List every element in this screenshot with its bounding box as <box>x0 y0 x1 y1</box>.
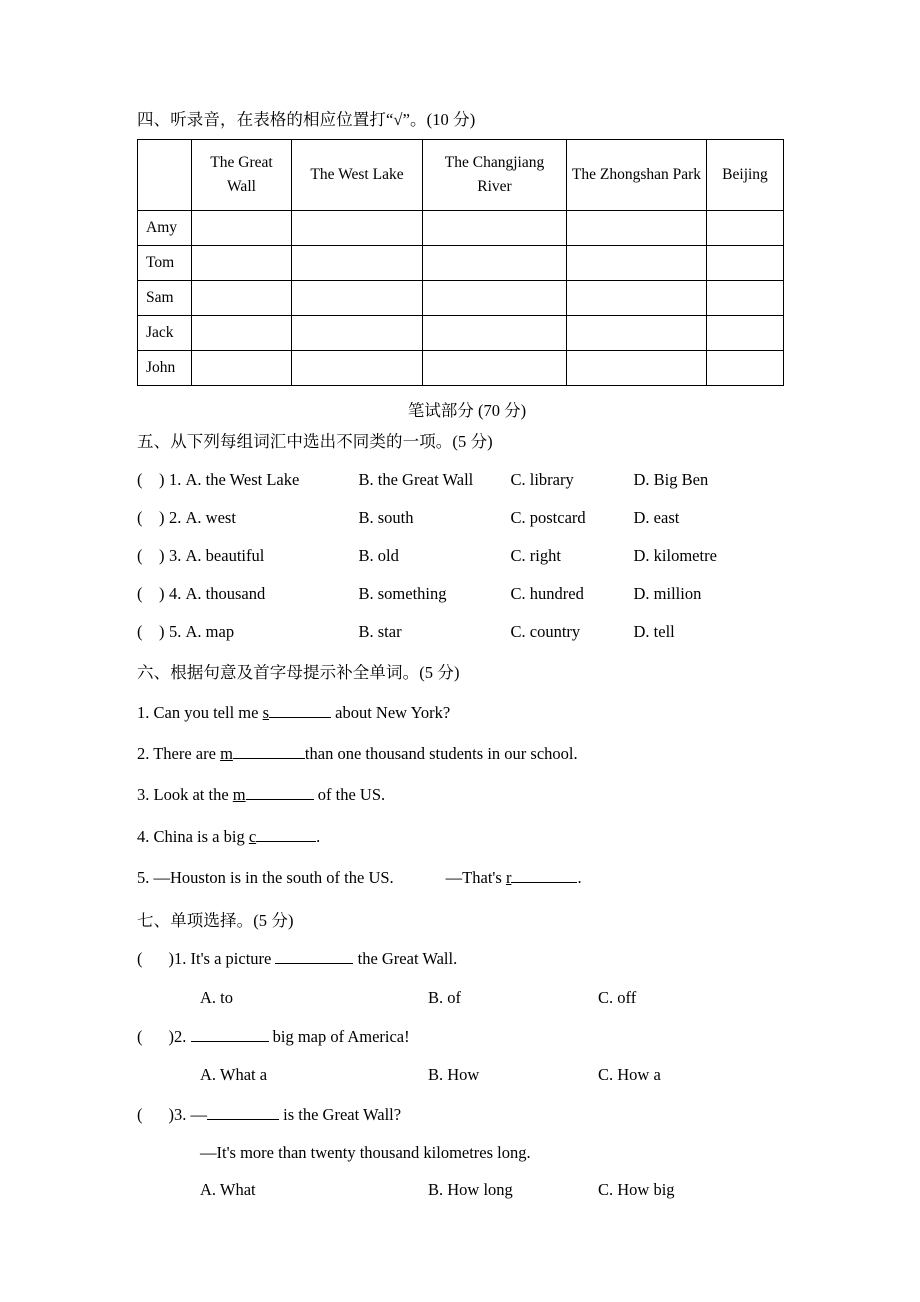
fill-blank-row <box>137 816 797 857</box>
question-row <box>137 939 797 978</box>
option-c[interactable]: C. library <box>510 469 574 489</box>
table-row-label: Amy <box>138 210 192 245</box>
table-row <box>138 350 784 385</box>
sentence-before: Can you tell me <box>153 702 263 722</box>
table-answer-cell[interactable] <box>292 210 423 245</box>
table-answer-cell[interactable] <box>707 245 784 280</box>
table-answer-cell[interactable] <box>292 280 423 315</box>
options-row <box>137 979 797 1017</box>
word-starter: r <box>505 868 512 888</box>
option-c[interactable]: C. off <box>598 987 637 1007</box>
question-number: 5. <box>137 868 150 888</box>
table-answer-cell[interactable] <box>192 245 292 280</box>
option-b[interactable]: B. How <box>428 1065 480 1085</box>
option-c[interactable]: C. How a <box>598 1065 661 1085</box>
option-c[interactable]: C. How big <box>598 1179 675 1199</box>
table-answer-cell[interactable] <box>567 280 707 315</box>
table-answer-cell[interactable] <box>567 315 707 350</box>
question-number: 1. <box>137 702 150 722</box>
question-number: 2. <box>137 743 150 763</box>
stem-after: is the Great Wall? <box>279 1104 402 1124</box>
table-row <box>138 280 784 315</box>
option-c[interactable]: C. postcard <box>510 507 586 527</box>
question-row <box>137 499 797 537</box>
question-number: 4. <box>137 826 150 846</box>
option-c[interactable]: C. right <box>510 545 561 565</box>
sentence-after: than one thousand students in our school. <box>304 743 578 763</box>
fill-blank-row <box>137 692 797 733</box>
question-number: 4. <box>169 583 182 603</box>
table-row-label: Sam <box>138 280 192 315</box>
table-answer-cell[interactable] <box>292 315 423 350</box>
table-column-header: Beijing <box>707 139 784 210</box>
sentence-before: There are <box>153 743 221 763</box>
option-c[interactable]: C. country <box>510 621 581 641</box>
option-a[interactable]: A. What a <box>200 1065 268 1085</box>
sentence-reply-lead: —That's <box>445 868 506 888</box>
table-corner-cell <box>138 139 192 210</box>
answer-blank[interactable] <box>233 758 305 759</box>
word-starter: c <box>248 826 257 846</box>
table-answer-cell[interactable] <box>423 315 567 350</box>
table-answer-cell[interactable] <box>707 280 784 315</box>
options-row <box>137 1056 797 1094</box>
answer-bracket[interactable]: ( ) <box>137 583 165 603</box>
table-answer-cell[interactable] <box>707 350 784 385</box>
option-a[interactable]: A. What <box>200 1179 256 1199</box>
question-row <box>137 613 797 651</box>
option-b[interactable]: B. How long <box>428 1179 513 1199</box>
sentence-after: . <box>577 868 582 888</box>
question-row <box>137 537 797 575</box>
question-number: 5. <box>169 621 182 641</box>
word-starter: s <box>262 702 269 722</box>
option-b[interactable]: B. south <box>358 507 414 527</box>
answer-bracket[interactable]: ( ) <box>137 1104 174 1124</box>
option-d[interactable]: D. Big Ben <box>633 469 709 489</box>
fill-blank-row <box>137 733 797 774</box>
answer-bracket[interactable]: ( ) <box>137 621 165 641</box>
table-column-header: The Zhongshan Park <box>567 139 707 210</box>
section-seven-heading: 七、单项选择。(5 分) <box>137 910 294 930</box>
table-answer-cell[interactable] <box>192 315 292 350</box>
option-b[interactable]: B. of <box>428 987 461 1007</box>
table-row <box>138 210 784 245</box>
answer-blank[interactable] <box>246 799 314 800</box>
table-answer-cell[interactable] <box>423 280 567 315</box>
question-number: 1. <box>174 949 187 969</box>
word-starter: m <box>220 743 233 763</box>
stem-before: It's a picture <box>190 949 276 969</box>
table-header-row <box>138 139 784 210</box>
question-continuation: —It's more than twenty thousand kilometres long. <box>200 1143 531 1163</box>
table-answer-cell[interactable] <box>707 210 784 245</box>
question-number: 3. <box>137 785 150 805</box>
table-row-label: John <box>138 350 192 385</box>
answer-bracket[interactable]: ( ) <box>137 469 165 489</box>
option-b[interactable]: B. something <box>358 583 447 603</box>
table-answer-cell[interactable] <box>567 350 707 385</box>
table-answer-cell[interactable] <box>423 245 567 280</box>
table-row-label: Jack <box>138 315 192 350</box>
sentence-after: about New York? <box>331 702 451 722</box>
table-answer-cell[interactable] <box>192 280 292 315</box>
question-number: 2. <box>174 1027 187 1047</box>
option-a[interactable]: A. beautiful <box>185 545 265 565</box>
option-a[interactable]: A. the West Lake <box>185 469 300 489</box>
table-answer-cell[interactable] <box>292 350 423 385</box>
question-number: 1. <box>169 469 182 489</box>
fill-blank-row <box>137 857 797 898</box>
answer-bracket[interactable]: ( ) <box>137 1027 174 1047</box>
question-row <box>137 1095 797 1134</box>
question-row <box>137 1017 797 1056</box>
question-number: 3. <box>174 1104 187 1124</box>
option-a[interactable]: A. map <box>185 621 235 641</box>
page-content <box>137 108 797 1209</box>
table-answer-cell[interactable] <box>567 210 707 245</box>
table-row <box>138 245 784 280</box>
section-four-heading: 四、听录音，在表格的相应位置打“√”。(10 分) <box>137 110 476 129</box>
table-column-header: The West Lake <box>292 139 423 210</box>
stem-after: the Great Wall. <box>353 949 458 969</box>
table-row <box>138 315 784 350</box>
sentence-before: China is a big <box>153 826 249 846</box>
question-row <box>137 575 797 613</box>
stem-before: — <box>190 1104 207 1124</box>
options-row <box>137 1171 797 1209</box>
question-row <box>137 461 797 499</box>
section-six-heading: 六、根据句意及首字母提示补全单词。(5 分) <box>137 662 460 682</box>
listening-table <box>137 139 784 386</box>
sentence-before: —Houston is in the south of the US. <box>153 868 394 888</box>
written-part-title: 笔试部分 (70 分) <box>407 400 527 420</box>
question-number: 3. <box>169 545 182 565</box>
sentence-before: Look at the <box>153 785 233 805</box>
table-answer-cell[interactable] <box>292 245 423 280</box>
fill-blank-row <box>137 774 797 815</box>
sentence-after: . <box>316 826 321 846</box>
table-column-header: The Changjiang River <box>423 139 567 210</box>
table-answer-cell[interactable] <box>707 315 784 350</box>
table-answer-cell[interactable] <box>423 350 567 385</box>
table-answer-cell[interactable] <box>192 210 292 245</box>
option-a[interactable]: A. to <box>200 987 233 1007</box>
answer-blank[interactable] <box>511 882 577 883</box>
option-a[interactable]: A. west <box>185 507 236 527</box>
stem-after: big map of America! <box>268 1027 410 1047</box>
word-starter: m <box>232 785 246 805</box>
option-b[interactable]: B. the Great Wall <box>358 469 474 489</box>
question-number: 2. <box>169 507 182 527</box>
answer-blank[interactable] <box>207 1119 279 1120</box>
option-a[interactable]: A. thousand <box>185 583 266 603</box>
answer-bracket[interactable]: ( ) <box>137 545 165 565</box>
section-five-heading: 五、从下列每组词汇中选出不同类的一项。(5 分) <box>137 431 493 451</box>
table-column-header: The Great Wall <box>192 139 292 210</box>
table-answer-cell[interactable] <box>192 350 292 385</box>
option-d[interactable]: D. east <box>633 507 680 527</box>
sentence-after: of the US. <box>313 785 386 805</box>
option-c[interactable]: C. hundred <box>510 583 584 603</box>
option-b[interactable]: B. old <box>358 545 399 565</box>
answer-bracket[interactable]: ( ) <box>137 949 174 969</box>
answer-blank[interactable] <box>191 1041 269 1042</box>
answer-blank[interactable] <box>256 841 316 842</box>
table-answer-cell[interactable] <box>423 210 567 245</box>
option-d[interactable]: D. tell <box>633 621 675 641</box>
table-row-label: Tom <box>138 245 192 280</box>
table-answer-cell[interactable] <box>567 245 707 280</box>
option-d[interactable]: D. kilometre <box>633 545 717 565</box>
option-b[interactable]: B. star <box>358 621 402 641</box>
answer-blank[interactable] <box>269 717 331 718</box>
answer-blank[interactable] <box>275 963 353 964</box>
answer-bracket[interactable]: ( ) <box>137 507 165 527</box>
option-d[interactable]: D. million <box>633 583 702 603</box>
